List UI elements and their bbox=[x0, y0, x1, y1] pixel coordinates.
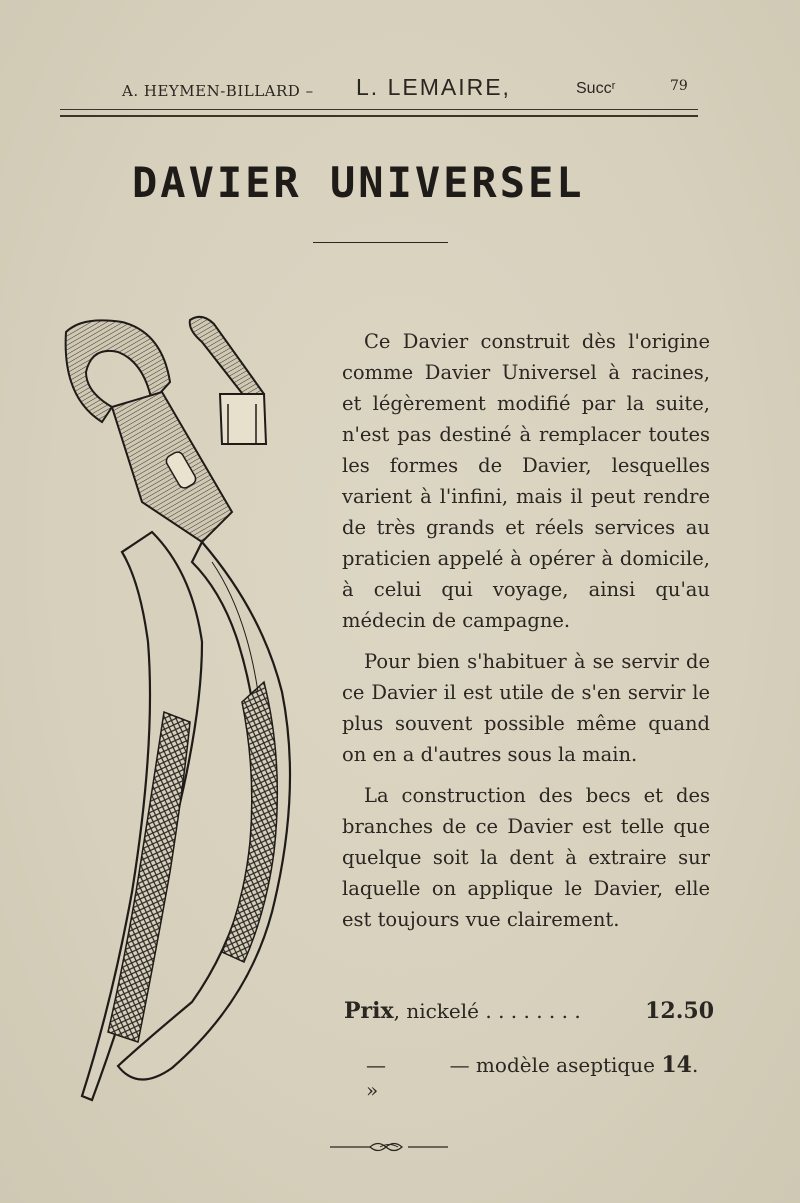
model-line bbox=[366, 1052, 716, 1102]
description-text bbox=[342, 326, 710, 945]
paragraph-1: Ce Davier construit dès l'origine comme Davier Universel à racines, et légèrement modifié par la suite, n'est pas destiné à remplacer toutes les formes de Davier, lesquelles varient à l'infini, mais il peut rendre de très grands et réels services au praticien appelé à opérer à domicile, à celui qui voyage, ainsi qu'au médecin de campagne. bbox=[342, 330, 710, 632]
header-name: L. LEMAIRE, bbox=[356, 74, 511, 100]
paragraph-3: La construction des becs et des branches de ce Davier est telle que quelque soit la dent à extraire sur laquelle on applique le Davier, elle est toujours vue clairement. bbox=[342, 784, 710, 931]
dental-forceps-icon bbox=[52, 312, 312, 1112]
price-line bbox=[344, 998, 714, 1034]
page-title: DAVIER UNIVERSEL bbox=[132, 158, 585, 207]
header-rule-thick bbox=[60, 115, 698, 117]
fleuron-ornament bbox=[330, 1137, 448, 1157]
page-number: 79 bbox=[670, 78, 688, 94]
model-dash: — bbox=[366, 1053, 386, 1077]
model-value: 14 bbox=[661, 1052, 692, 1078]
model-tail: . » bbox=[366, 1053, 699, 1102]
header-left: A. HEYMEN-BILLARD – bbox=[122, 82, 314, 100]
model-label: — modèle aseptique bbox=[449, 1053, 655, 1077]
header-rule-thin bbox=[60, 109, 698, 110]
header-succ: Succʳ bbox=[576, 80, 616, 97]
running-header bbox=[60, 74, 700, 106]
price-value: 12.50 bbox=[645, 998, 714, 1024]
paragraph-2: Pour bien s'habituer à se servir de ce Davier il est utile de s'en servir le plus souvent possible même quand on en a d'autres sous la main. bbox=[342, 650, 710, 766]
price-label: Prix bbox=[344, 998, 394, 1024]
title-rule bbox=[313, 242, 448, 243]
price-suffix: , nickelé . . . . . . . . bbox=[393, 999, 581, 1023]
